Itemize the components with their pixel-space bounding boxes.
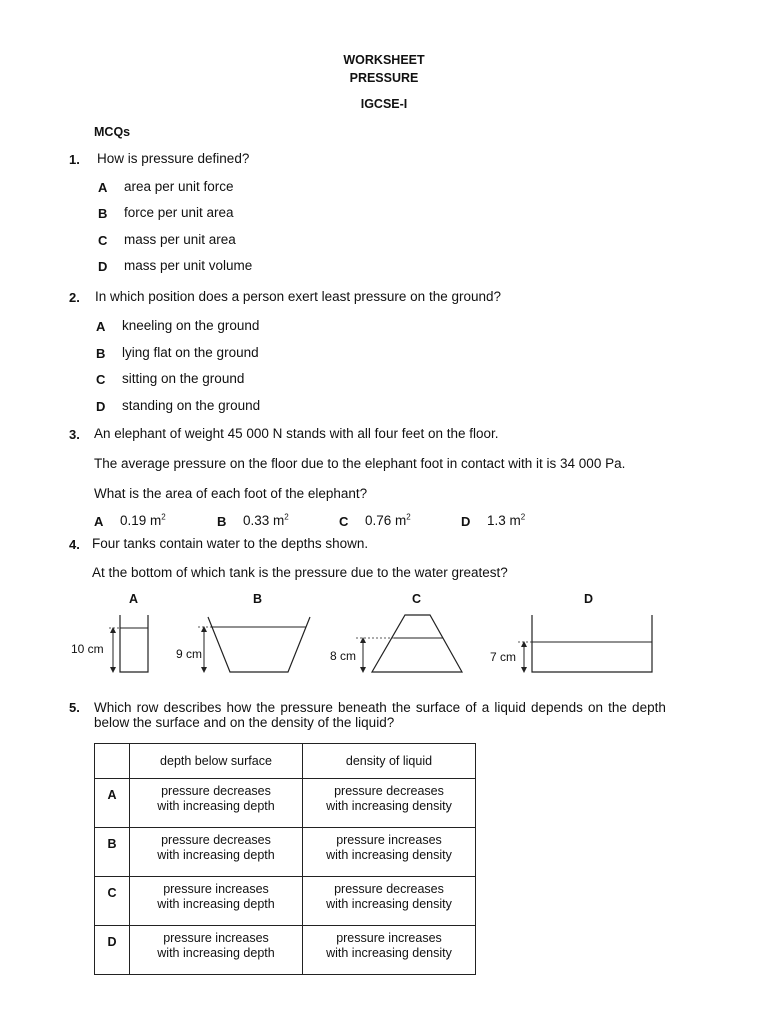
option-letter: A — [94, 514, 104, 529]
question-text: How is pressure defined? — [97, 151, 250, 166]
question-text: Four tanks contain water to the depths shown. — [92, 536, 369, 551]
question-number: 2. — [69, 290, 80, 305]
table-row — [95, 926, 476, 975]
option-value: 1.3 $m^2$ — [487, 512, 526, 528]
tank-a — [109, 615, 148, 672]
table-header-density: density of liquid — [303, 744, 476, 779]
density-cell: pressure decreases with increasing density — [303, 779, 476, 828]
question-text: An elephant of weight 45 000 N stands with all four feet on the floor. — [94, 426, 499, 441]
option-text: mass per unit volume — [124, 258, 253, 273]
question-number: 1. — [69, 152, 80, 167]
option-letter: D — [98, 259, 108, 274]
option-value: 0.76 $m^2$ — [365, 512, 411, 528]
option-text: area per unit force — [124, 179, 234, 194]
row-letter: C — [95, 877, 130, 926]
option-letter: A — [96, 319, 106, 334]
density-cell: pressure decreases with increasing density — [303, 877, 476, 926]
tank-letter: B — [253, 592, 263, 606]
question-text: Which row describes how the pressure beneath the surface of a liquid depends on the depth — [94, 700, 666, 715]
table-row — [95, 779, 476, 828]
option-value: 0.19 $m^2$ — [120, 512, 166, 528]
table-header-depth: depth below surface — [130, 744, 303, 779]
tank-letter: A — [129, 592, 139, 606]
worksheet-level: IGCSE-I — [360, 97, 408, 111]
table-header-row — [95, 744, 476, 779]
option-text: force per unit area — [124, 205, 234, 220]
worksheet-title: WORKSHEET — [343, 53, 425, 67]
worksheet-subtitle: PRESSURE — [349, 71, 419, 85]
density-cell: pressure increases with increasing density — [303, 926, 476, 975]
table-row — [95, 877, 476, 926]
option-text: standing on the ground — [122, 398, 261, 413]
tank-letter: C — [412, 592, 422, 606]
tanks-diagram — [0, 600, 768, 690]
depth-cell: pressure increases with increasing depth — [130, 926, 303, 975]
option-text: lying flat on the ground — [122, 345, 259, 360]
depth-cell: pressure increases with increasing depth — [130, 877, 303, 926]
question-number: 3. — [69, 427, 80, 442]
depth-label: 8 cm — [330, 649, 357, 663]
table-corner-cell — [95, 744, 130, 779]
depth-label: 7 cm — [490, 650, 517, 664]
question-text: below the surface and on the density of the liquid? — [94, 715, 395, 730]
option-letter: D — [461, 514, 471, 529]
question-text: In which position does a person exert least pressure on the ground? — [95, 289, 502, 304]
depth-cell: pressure decreases with increasing depth — [130, 828, 303, 877]
depth-label: 9 cm — [176, 647, 203, 661]
option-letter: D — [96, 399, 106, 414]
option-letter: A — [98, 180, 108, 195]
row-letter: A — [95, 779, 130, 828]
option-value: 0.33 $m^2$ — [243, 512, 289, 528]
question-number: 4. — [69, 537, 80, 552]
section-heading: MCQs — [94, 125, 131, 139]
option-letter: C — [96, 372, 106, 387]
density-cell: pressure increases with increasing density — [303, 828, 476, 877]
tank-letter: D — [584, 592, 594, 606]
option-letter: B — [217, 514, 227, 529]
option-letter: C — [339, 514, 349, 529]
tank-c — [356, 615, 462, 672]
question-text: What is the area of each foot of the elephant? — [94, 486, 368, 501]
option-letter: B — [96, 346, 106, 361]
depth-cell: pressure decreases with increasing depth — [130, 779, 303, 828]
depth-label: 10 cm — [71, 642, 104, 656]
row-letter: B — [95, 828, 130, 877]
option-text: sitting on the ground — [122, 371, 245, 386]
tank-b — [198, 617, 310, 672]
option-letter: B — [98, 206, 108, 221]
answer-table — [94, 743, 476, 975]
tank-d — [518, 615, 652, 672]
option-letter: C — [98, 233, 108, 248]
option-text: mass per unit area — [124, 232, 236, 247]
question-text: At the bottom of which tank is the pressure due to the water greatest? — [92, 565, 508, 580]
option-text: kneeling on the ground — [122, 318, 260, 333]
table-row — [95, 828, 476, 877]
question-text: The average pressure on the floor due to the elephant foot in contact with it is 34 000 Pa. — [94, 456, 626, 471]
question-number: 5. — [69, 700, 80, 715]
row-letter: D — [95, 926, 130, 975]
